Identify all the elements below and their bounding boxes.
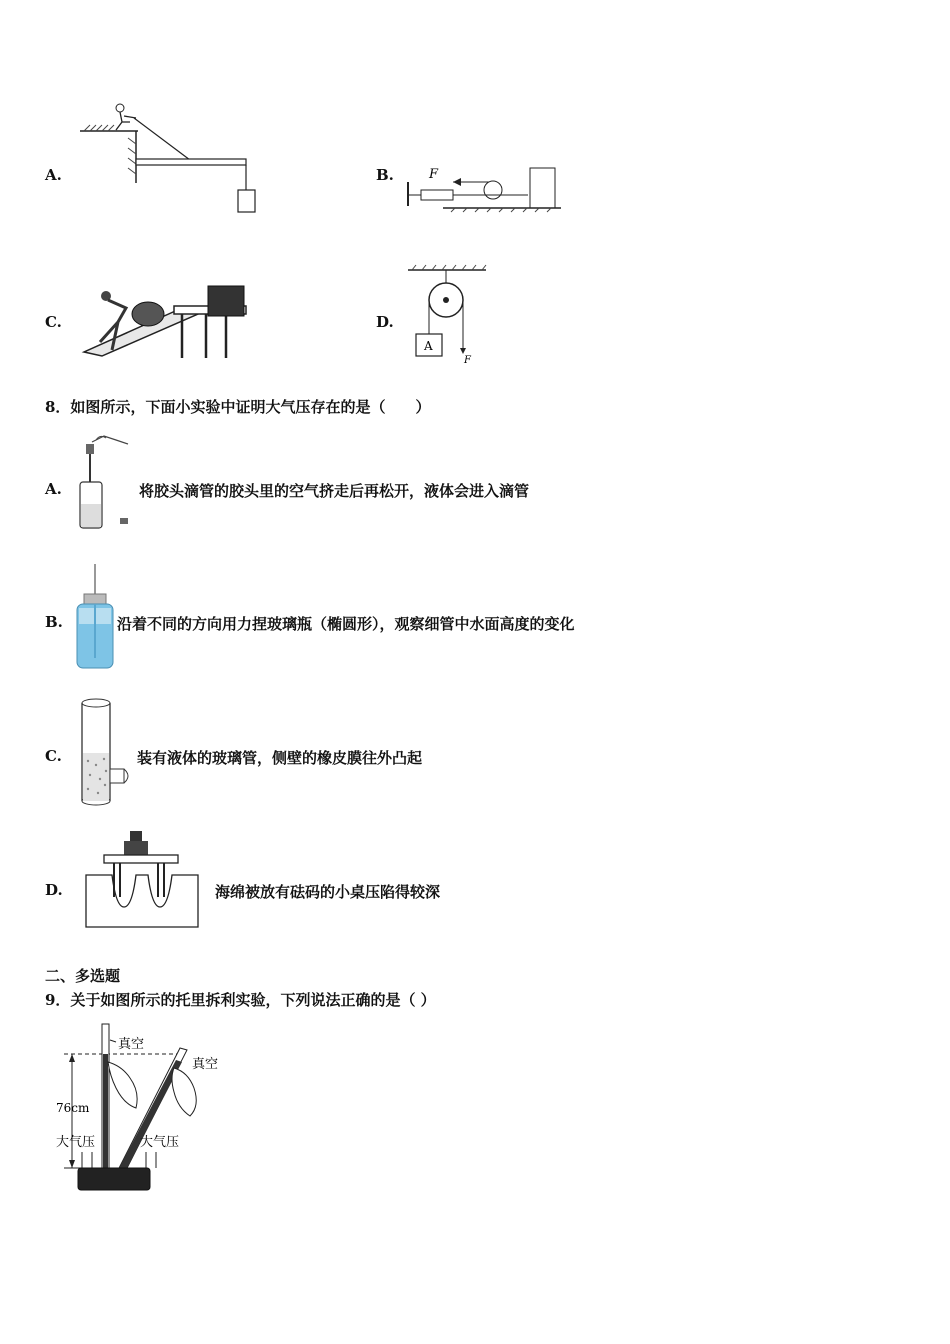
sponge-table-figure — [82, 827, 202, 931]
q8-option-a-text: 将胶头滴管的胶头里的空气挤走后再松开，液体会进入滴管 — [139, 482, 530, 500]
q9-stem: 9．关于如图所示的托里拆利实验，下列说法正确的是（ ） — [45, 991, 436, 1009]
q7-option-a-letter: A. — [45, 166, 62, 184]
q7-option-c-figure — [78, 282, 250, 362]
dropper-bottle-figure — [74, 430, 134, 530]
q7-option-d-figure — [406, 262, 490, 366]
q7-option-c-letter: C. — [45, 313, 62, 331]
torricelli-figure — [52, 1018, 252, 1196]
force-label: F — [464, 355, 471, 366]
glass-bottle-figure — [74, 562, 116, 672]
q7-option-d-letter: D. — [376, 313, 394, 331]
glass-tube-figure — [78, 697, 134, 809]
force-label: F — [429, 167, 439, 182]
vacuum-label-2: 真空 — [192, 1057, 219, 1072]
q8-option-c-text: 装有液体的玻璃管，侧壁的橡皮膜往外凸起 — [137, 749, 423, 767]
q8-option-b-letter: B. — [45, 613, 63, 631]
atm-label-2: 大气压 — [140, 1135, 180, 1150]
q8-option-d-letter: D. — [45, 881, 63, 899]
box-label: A — [424, 339, 433, 353]
q8-stem: 8．如图所示，下面小实验中证明大气压存在的是（ ） — [45, 398, 431, 416]
vacuum-label-1: 真空 — [118, 1037, 145, 1052]
q7-option-b-figure — [403, 160, 563, 216]
q8-option-b-text: 沿着不同的方向用力捏玻璃瓶（椭圆形），观察细管中水面高度的变化 — [117, 615, 575, 633]
atm-label-1: 大气压 — [56, 1135, 96, 1150]
q7-option-a-figure — [78, 98, 268, 220]
q7-option-b-letter: B. — [376, 166, 394, 184]
q8-option-d-text: 海绵被放有砝码的小桌压陷得较深 — [215, 883, 441, 901]
q8-option-a-letter: A. — [45, 480, 62, 498]
section-title: 二、多选题 — [45, 967, 121, 985]
height-label: 76cm — [56, 1101, 90, 1115]
q8-option-c-letter: C. — [45, 747, 62, 765]
